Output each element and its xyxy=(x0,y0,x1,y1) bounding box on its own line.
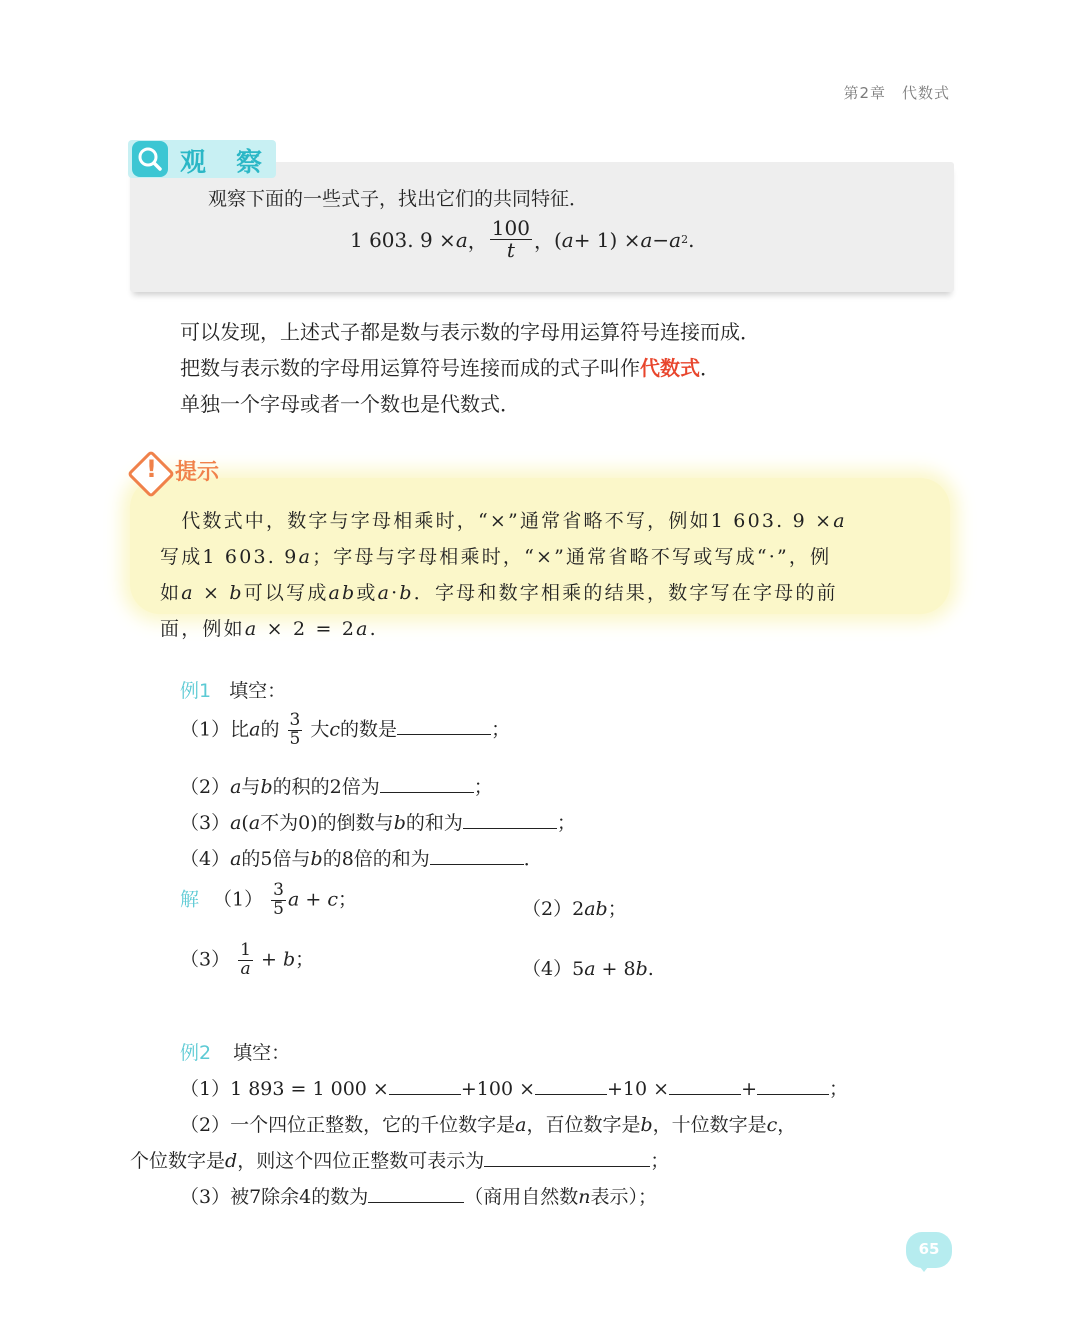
answer-blank[interactable] xyxy=(535,1074,607,1095)
magnifier-icon xyxy=(132,141,168,177)
example-2-question-2-line-2: 个位数字是d，则这个四位正整数可表示为 ； xyxy=(130,1146,669,1173)
tip-line-4: 面，例如a × 2 = 2a. xyxy=(160,618,378,640)
example-2-question-2-line-1: （2）一个四位正整数，它的千位数字是a，百位数字是b，十位数字是c， xyxy=(180,1114,797,1136)
answer-blank[interactable] xyxy=(397,714,491,735)
example-1-question-1: （1）比a的 $\frac{3}{5}$ 大c的数是 ； xyxy=(180,710,511,749)
answer-blank[interactable] xyxy=(463,808,557,829)
example-2-question-3: （3）被7除余4的数为 （商用自然数n表示）； xyxy=(180,1182,657,1209)
term-algebraic-expression: 代数式 xyxy=(640,356,700,380)
example-2-question-1: （1）1 893 = 1 000 × +100 × +10 × + ； xyxy=(180,1074,848,1101)
answer-blank[interactable] xyxy=(380,772,474,793)
answer-blank[interactable] xyxy=(368,1182,464,1203)
solution-answer-2: （2）2ab； xyxy=(522,898,627,920)
example-1-heading: 例1 填空： xyxy=(180,680,287,702)
body-line-2: 把数与表示数的字母用运算符号连接而成的式子叫作代数式． xyxy=(180,356,720,380)
tip-line-2: 写成1 603. 9a；字母与字母相乘时，“×”通常省略不写或写成“·”，例 xyxy=(160,546,832,568)
fraction-100-over-t: $\frac{100}{t}$ xyxy=(491,216,530,262)
answer-blank[interactable] xyxy=(389,1074,461,1095)
example-1-question-2: （2）a与b的积的2倍为 ； xyxy=(180,772,493,799)
page-number-bubble-tail xyxy=(916,1262,932,1272)
tip-line-3: 如a × b可以写成ab或a·b．字母和数字相乘的结果，数字写在字母的前 xyxy=(160,582,838,604)
page-number: 65 xyxy=(918,1240,940,1258)
observe-formula: 1 603. 9 × a ， $\frac{100}{t}$ ， ( a + 1) × a − a 2 . xyxy=(350,216,695,262)
exclamation-icon: ! xyxy=(146,455,157,483)
solution-answer-1: 解 （1） $\frac{3}{5}$ a + c； xyxy=(180,880,357,919)
solution-answer-3: （3） $\frac{1}{a}$ + b； xyxy=(180,940,315,979)
answer-blank[interactable] xyxy=(757,1074,829,1095)
answer-blank[interactable] xyxy=(430,844,524,865)
observe-text: 观察下面的一些式子，找出它们的共同特征． xyxy=(208,188,589,210)
body-line-1: 可以发现，上述式子都是数与表示数的字母用运算符号连接而成． xyxy=(180,320,760,344)
example-1-question-3: （3）a(a不为0)的倒数与b的和为 ； xyxy=(180,808,576,835)
solution-answer-4: （4）5a + 8b. xyxy=(522,958,654,980)
example-2-heading: 例2 填空： xyxy=(180,1042,291,1064)
tip-title: 提示 xyxy=(175,460,220,485)
chapter-header: 第2章 代数式 xyxy=(843,84,950,102)
observe-title: 观察 xyxy=(180,148,293,178)
example-2-label: 例2 xyxy=(180,1042,212,1064)
example-1-question-4: （4）a的5倍与b的8倍的和为 ． xyxy=(180,844,543,871)
tip-line-1: 代数式中，数字与字母相乘时，“×”通常省略不写，例如1 603. 9 ×a xyxy=(160,510,847,532)
answer-blank[interactable] xyxy=(669,1074,741,1095)
answer-blank[interactable] xyxy=(484,1146,650,1167)
solution-label: 解 xyxy=(180,888,200,911)
example-1-label: 例1 xyxy=(180,680,212,702)
body-line-3: 单独一个字母或者一个数也是代数式． xyxy=(180,392,520,416)
